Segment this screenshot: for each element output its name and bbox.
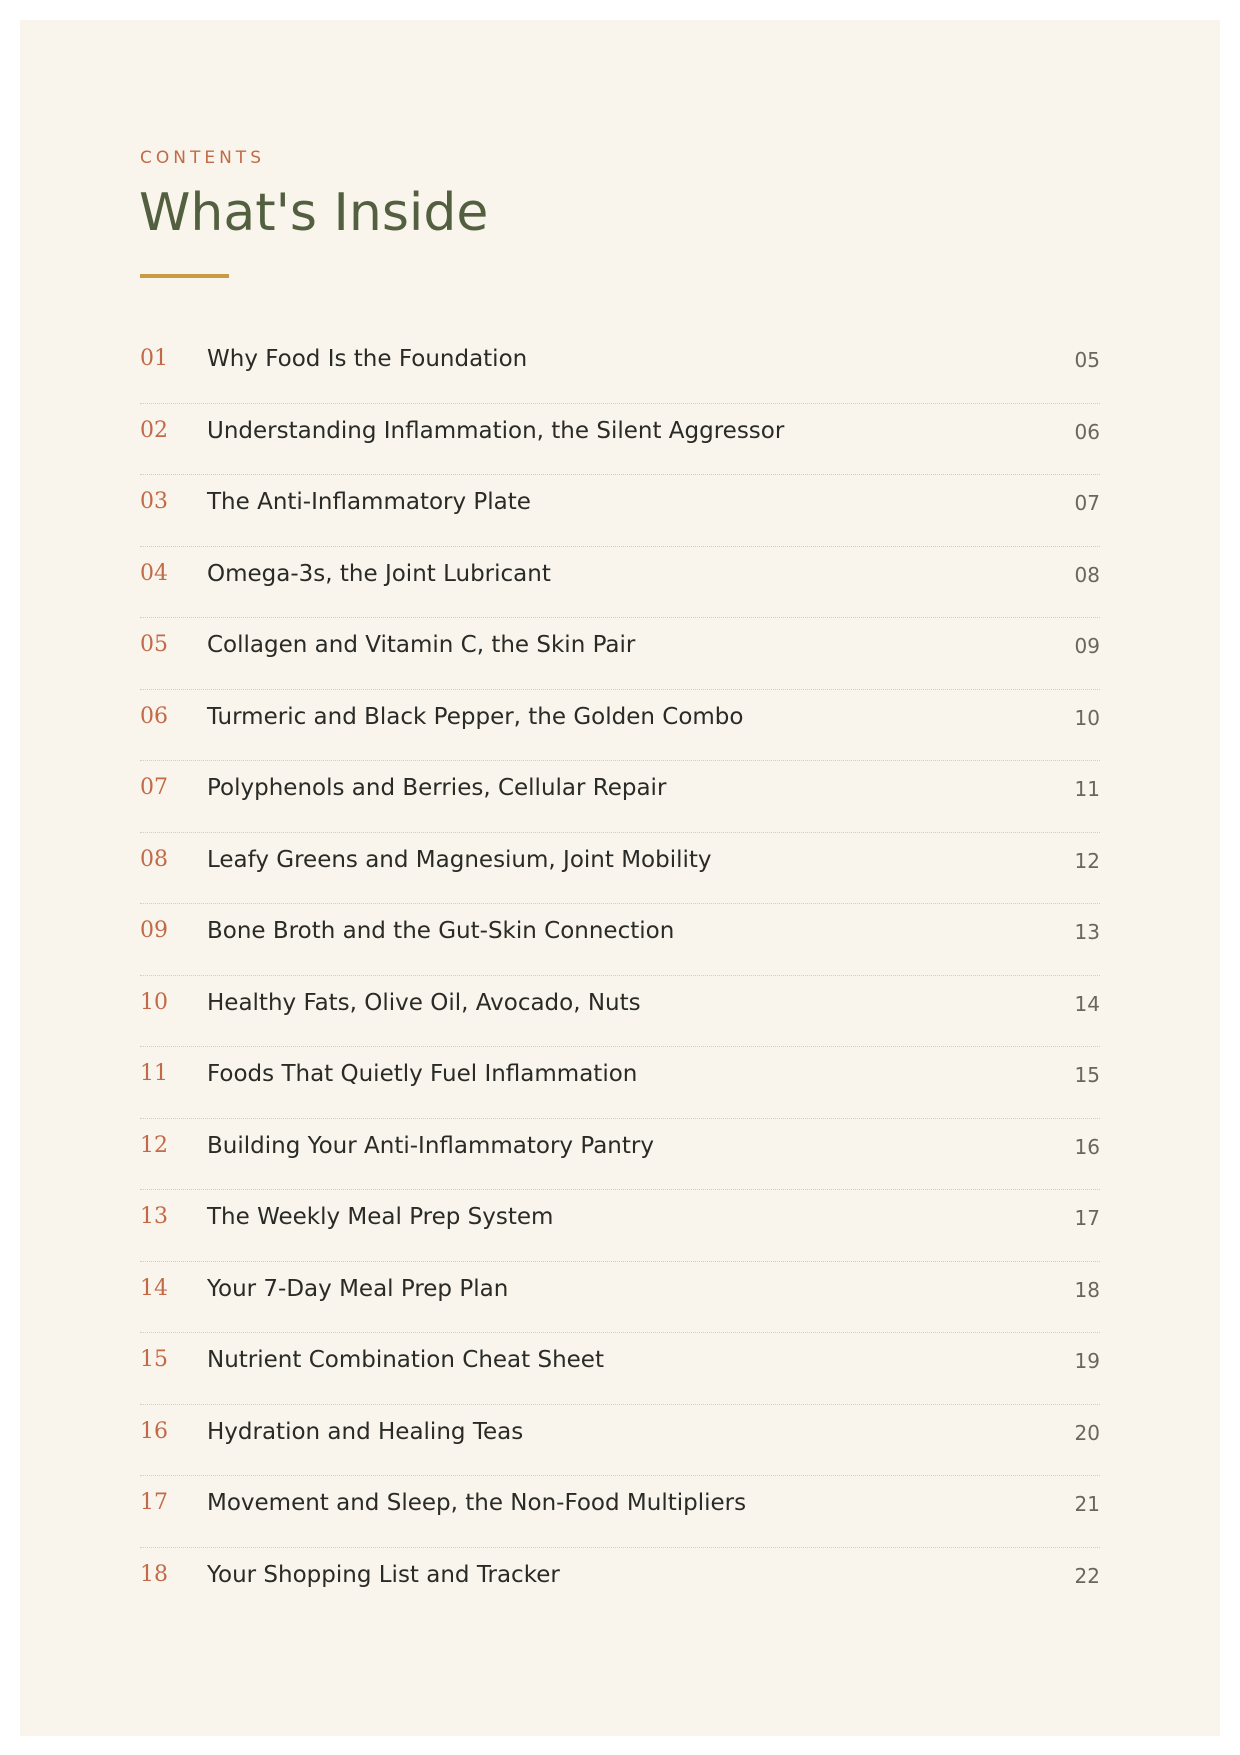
toc-entry-title: Why Food Is the Foundation [207,346,528,372]
toc-entry-number: 18 [140,1561,168,1587]
toc-entry-page-number: 07 [1074,491,1100,515]
toc-entry-title: The Anti-Inflammatory Plate [207,489,531,515]
toc-entry-title: Your Shopping List and Tracker [207,1561,560,1588]
toc-entry-number: 10 [140,989,168,1015]
toc-entry-title: Bone Broth and the Gut-Skin Connection [207,918,675,944]
toc-entry-title: Omega-3s, the Joint Lubricant [207,560,551,587]
table-of-contents [140,332,1100,1594]
toc-entry[interactable] [140,1476,1100,1548]
toc-entry-number: 15 [140,1347,168,1372]
toc-entry-title: Building Your Anti-Inflammatory Pantry [207,1132,654,1159]
toc-entry-number: 02 [140,417,168,443]
toc-entry-title: Foods That Quietly Fuel Inflammation [207,1061,638,1087]
title-underline-rule [140,274,229,278]
page-title: What's Inside [139,183,489,243]
toc-entry-number: 04 [140,560,168,586]
toc-entry-page-number: 16 [1074,1134,1100,1159]
toc-entry-title: Healthy Fats, Olive Oil, Avocado, Nuts [207,989,641,1016]
toc-entry-number: 16 [140,1418,168,1444]
toc-entry-page-number: 10 [1074,705,1100,730]
toc-entry-number: 17 [140,1490,168,1515]
contents-page [20,20,1220,1736]
toc-entry[interactable] [140,1333,1100,1405]
section-eyebrow: CONTENTS [140,148,265,168]
toc-entry-page-number: 09 [1074,634,1100,658]
toc-entry-page-number: 08 [1074,562,1100,587]
toc-entry-number: 12 [140,1132,168,1158]
toc-entry-number: 14 [140,1275,168,1301]
toc-entry-number: 06 [140,703,168,729]
toc-entry[interactable] [140,1119,1100,1191]
toc-entry-page-number: 14 [1074,991,1100,1016]
toc-entry-number: 13 [140,1204,168,1229]
toc-entry[interactable] [140,332,1100,404]
toc-entry-page-number: 15 [1074,1063,1100,1087]
toc-entry-page-number: 17 [1074,1206,1100,1230]
toc-entry-title: Leafy Greens and Magnesium, Joint Mobility [207,846,712,873]
toc-entry-title: Movement and Sleep, the Non-Food Multipliers [207,1490,747,1516]
toc-entry-number: 07 [140,775,168,800]
toc-entry-title: Nutrient Combination Cheat Sheet [207,1347,604,1373]
toc-entry-number: 05 [140,632,168,657]
toc-entry-title: Hydration and Healing Teas [207,1418,524,1445]
toc-entry-number: 11 [140,1061,168,1086]
toc-entry[interactable] [140,833,1100,905]
toc-entry[interactable] [140,404,1100,476]
toc-entry-title: Polyphenols and Berries, Cellular Repair [207,775,667,801]
toc-entry-page-number: 21 [1074,1492,1100,1516]
toc-entry-page-number: 05 [1074,348,1100,372]
toc-entry-page-number: 22 [1074,1563,1100,1588]
toc-entry-page-number: 19 [1074,1349,1100,1373]
toc-entry-page-number: 20 [1074,1420,1100,1445]
toc-entry[interactable] [140,976,1100,1048]
toc-entry[interactable] [140,690,1100,762]
toc-entry-title: Understanding Inflammation, the Silent Aggressor [207,417,785,444]
toc-entry-title: The Weekly Meal Prep System [207,1204,554,1230]
toc-entry-page-number: 11 [1074,777,1100,801]
toc-entry-number: 01 [140,346,168,371]
toc-entry-title: Turmeric and Black Pepper, the Golden Combo [207,703,744,730]
toc-entry[interactable] [140,1405,1100,1477]
toc-entry-title: Collagen and Vitamin C, the Skin Pair [207,632,636,658]
toc-entry[interactable] [140,1262,1100,1334]
toc-entry-page-number: 18 [1074,1277,1100,1302]
toc-entry[interactable] [140,1190,1100,1262]
toc-entry-number: 03 [140,489,168,514]
toc-entry[interactable] [140,1047,1100,1119]
toc-entry[interactable] [140,475,1100,547]
toc-entry-page-number: 13 [1074,920,1100,944]
toc-entry-title: Your 7-Day Meal Prep Plan [207,1275,509,1302]
toc-entry-number: 09 [140,918,168,943]
toc-entry[interactable] [140,618,1100,690]
toc-entry-page-number: 06 [1074,419,1100,444]
toc-entry[interactable] [140,904,1100,976]
toc-entry-page-number: 12 [1074,848,1100,873]
toc-entry[interactable] [140,1548,1100,1595]
toc-entry[interactable] [140,547,1100,619]
toc-entry-number: 08 [140,846,168,872]
toc-entry[interactable] [140,761,1100,833]
